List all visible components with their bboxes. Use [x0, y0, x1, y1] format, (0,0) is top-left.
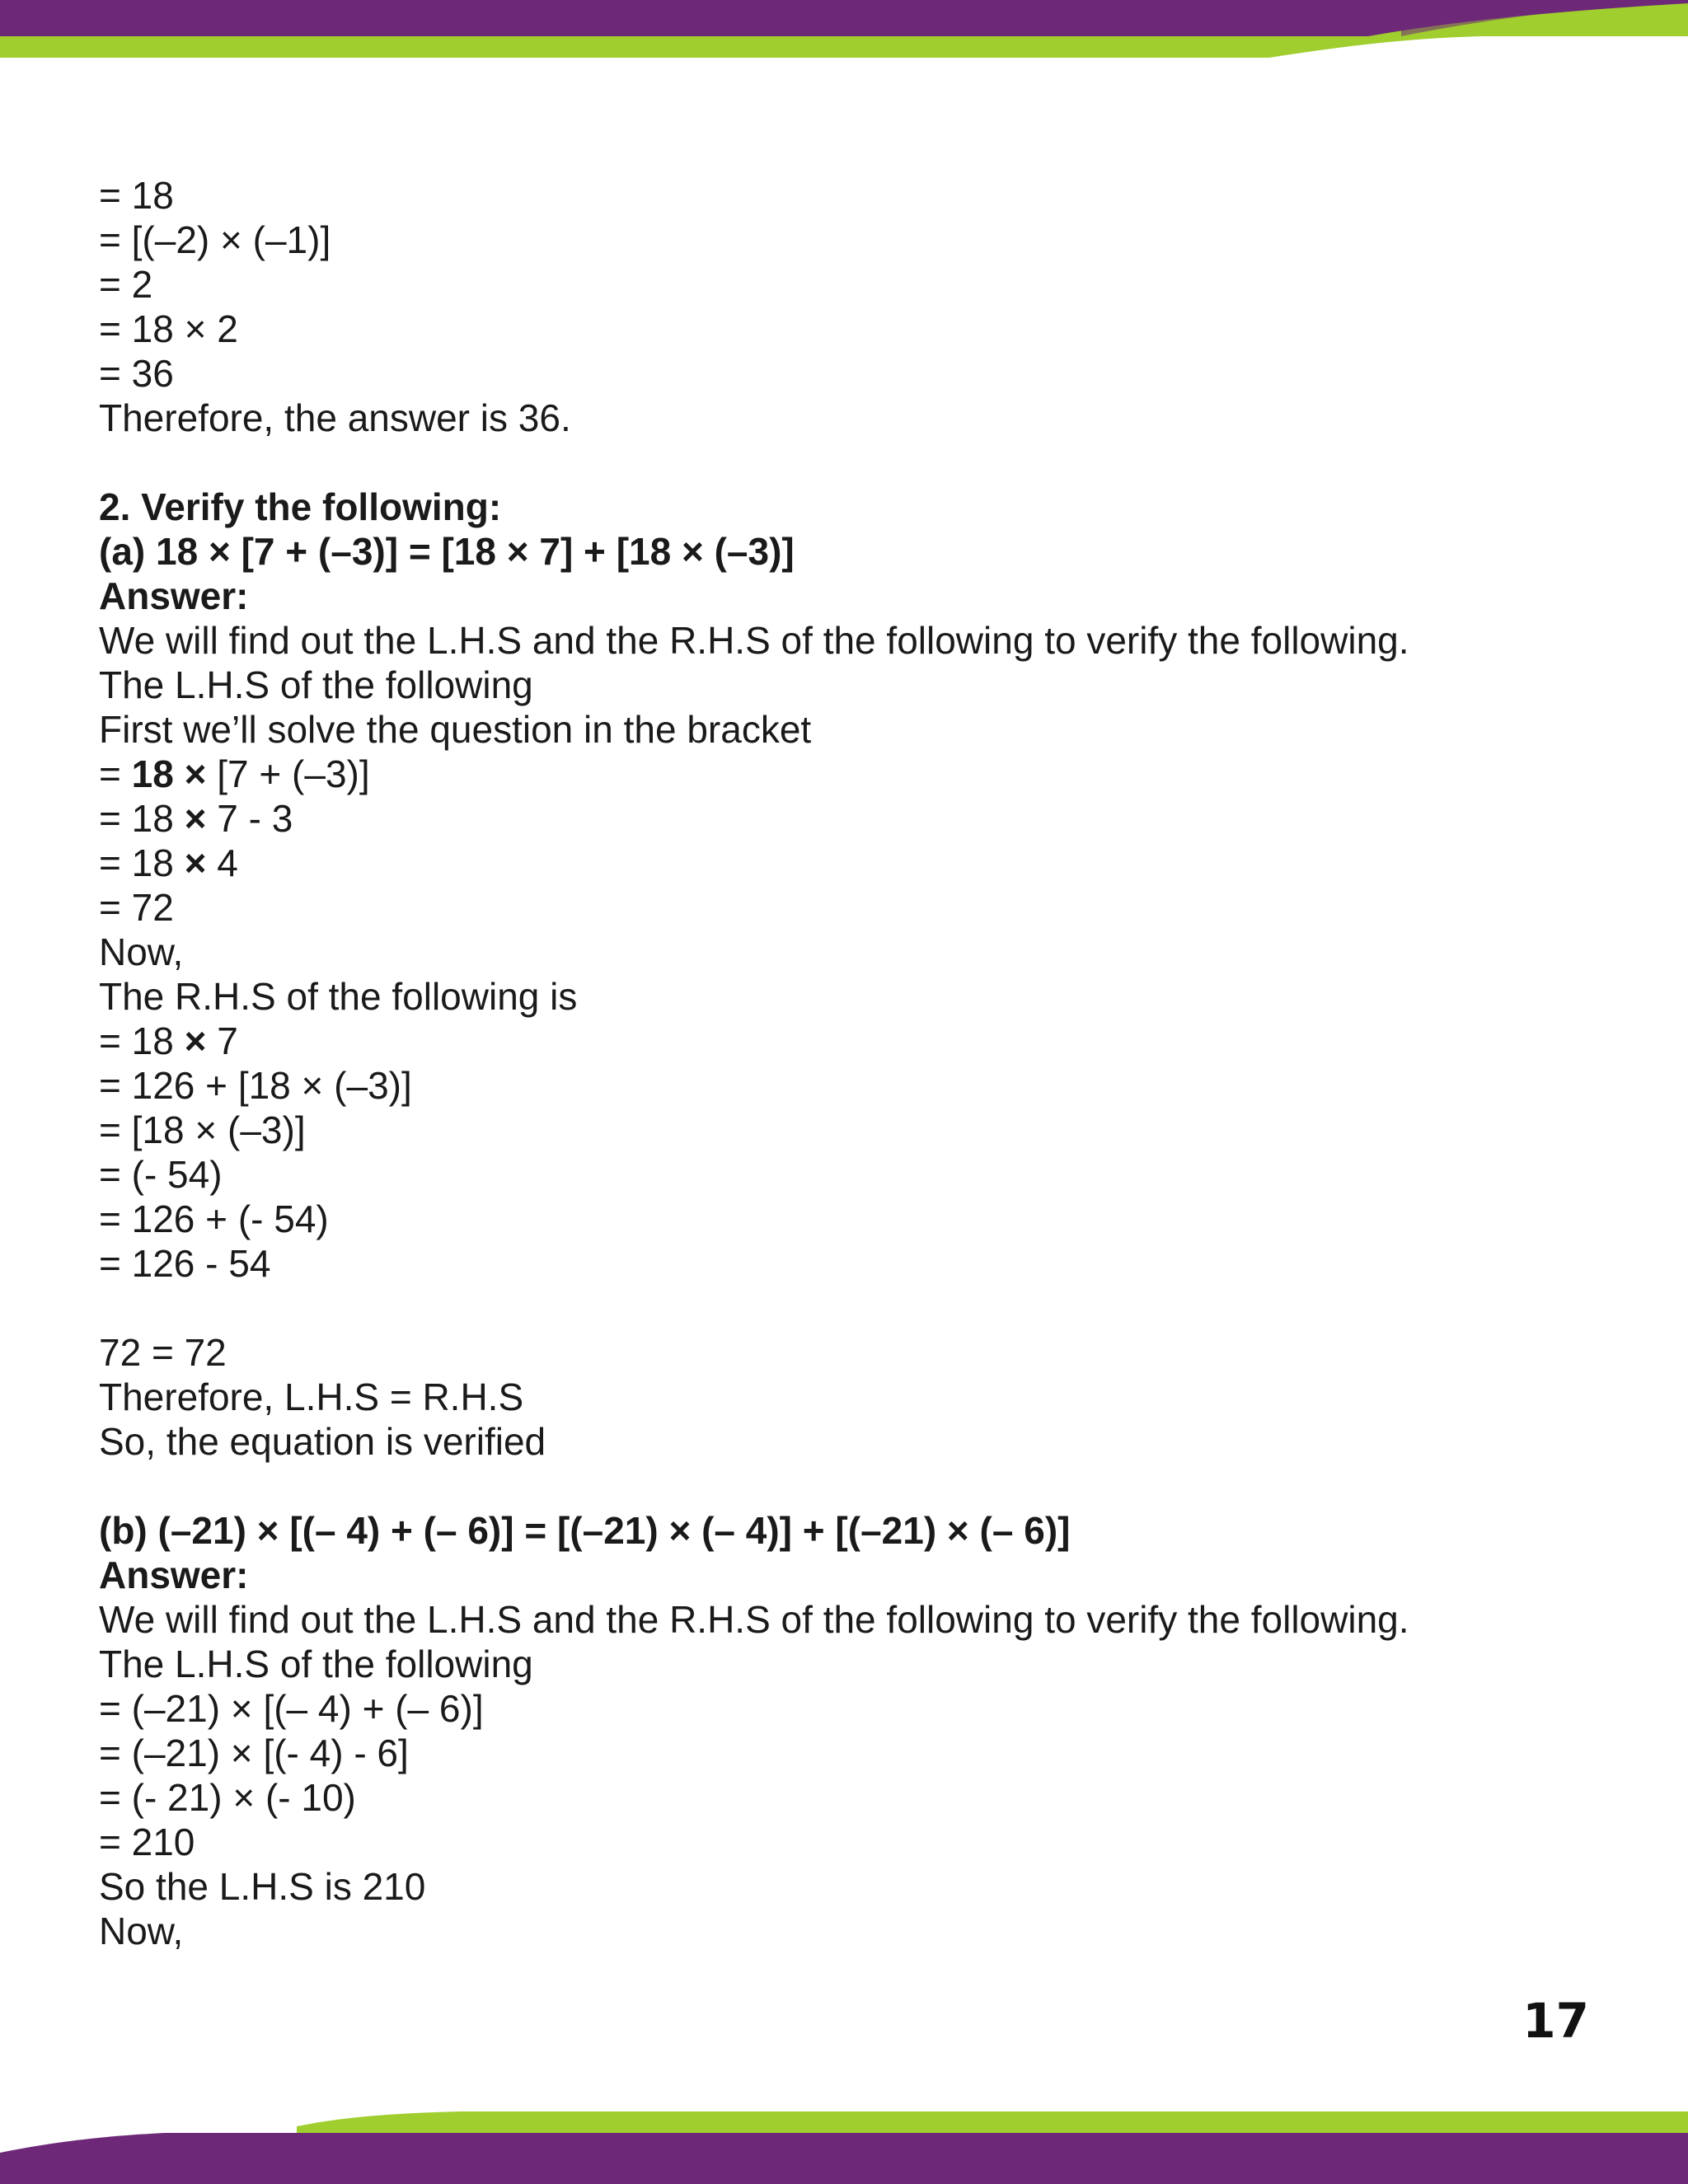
text-line: = 126 - 54 [99, 1242, 271, 1285]
text-run: 4 [206, 841, 238, 884]
text-run: × [184, 797, 207, 840]
text-line: So the L.H.S is 210 [99, 1865, 426, 1908]
text-line: Therefore, L.H.S = R.H.S [99, 1376, 524, 1418]
text-line: = (- 21) × (- 10) [99, 1776, 356, 1819]
text-line: Therefore, the answer is 36. [99, 396, 571, 439]
text-line: First we’ll solve the question in the bracket [99, 708, 812, 751]
sub-question: (b) (–21) × [(– 4) + (– 6)] = [(–21) × (– 4)] + [(–21) × (– 6)] [99, 1509, 1071, 1552]
text-run: = 18 [99, 1019, 185, 1062]
blank-line [99, 1286, 1582, 1330]
answer-label: Answer: [99, 574, 249, 617]
text-run: 18 × [131, 752, 207, 795]
question-heading: 2. Verify the following: [99, 485, 502, 528]
text-line [99, 796, 1582, 841]
text-line: 72 = 72 [99, 1331, 227, 1374]
footer-decorative-band [0, 2102, 1688, 2184]
text-line: The L.H.S of the following [99, 663, 533, 706]
text-line: = (- 54) [99, 1153, 223, 1196]
text-run: = 18 [99, 841, 185, 884]
text-line: = 2 [99, 263, 153, 306]
text-run: = 18 [99, 797, 185, 840]
text-run: 7 [206, 1019, 238, 1062]
text-line: = 72 [99, 886, 174, 929]
text-line: = 36 [99, 352, 174, 395]
blank-line [99, 1464, 1582, 1508]
text-line: We will find out the L.H.S and the R.H.S of the following to verify the following. [99, 619, 1409, 662]
text-line: The R.H.S of the following is [99, 975, 578, 1018]
text-line: We will find out the L.H.S and the R.H.S of the following to verify the following. [99, 1598, 1409, 1641]
document-body [99, 173, 1582, 1953]
text-run: = [99, 752, 132, 795]
text-line: = 18 × 2 [99, 307, 238, 350]
text-run: 7 - 3 [206, 797, 293, 840]
text-run: × [184, 1019, 207, 1062]
blank-line [99, 440, 1582, 485]
text-line: = [18 × (–3)] [99, 1108, 306, 1151]
text-line: Now, [99, 930, 184, 973]
sub-question: (a) 18 × [7 + (–3)] = [18 × 7] + [18 × (–3)] [99, 530, 795, 573]
text-line: = 126 + [18 × (–3)] [99, 1064, 412, 1107]
text-line: = (–21) × [(– 4) + (– 6)] [99, 1687, 484, 1730]
text-run: × [184, 841, 207, 884]
text-line: = (–21) × [(- 4) - 6] [99, 1732, 409, 1774]
text-line: So, the equation is verified [99, 1420, 546, 1463]
text-line: Now, [99, 1910, 184, 1952]
text-line [99, 752, 1582, 796]
text-line [99, 1019, 1582, 1063]
page-number: 17 [1522, 1993, 1589, 2049]
text-line [99, 841, 1582, 885]
text-line: = [(–2) × (–1)] [99, 218, 331, 261]
text-line: = 18 [99, 174, 174, 217]
text-line: The L.H.S of the following [99, 1643, 533, 1685]
text-run: [7 + (–3)] [206, 752, 370, 795]
answer-label: Answer: [99, 1554, 249, 1596]
header-decorative-band [0, 0, 1688, 74]
text-line: = 210 [99, 1821, 195, 1863]
text-line: = 126 + (- 54) [99, 1197, 329, 1240]
